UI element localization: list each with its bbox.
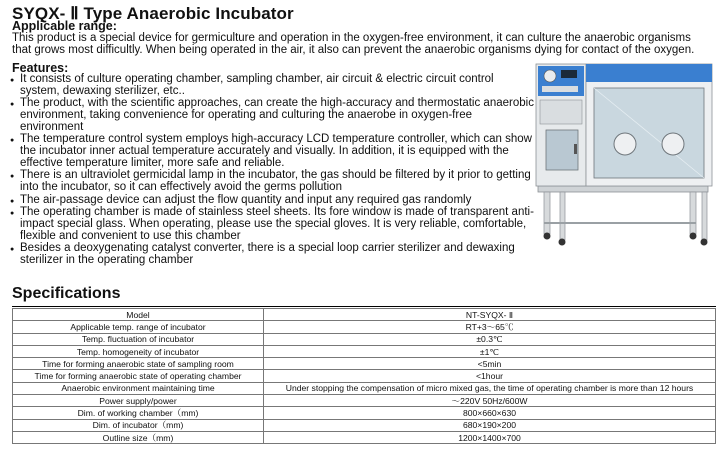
feature-item: ● The air-passage device can adjust the flow quantity and input any required gas randomly xyxy=(10,195,534,207)
spec-value: ±0.3℃ xyxy=(264,333,716,345)
table-row xyxy=(13,419,716,431)
feature-item: ● It consists of culture operating chamber, sampling chamber, air circuit & electric circuit control system, dewaxing sterilizer, etc.. xyxy=(10,74,534,97)
spec-parameter: Temp. homogeneity of incubator xyxy=(13,345,264,357)
spec-value: 1200×1400×700 xyxy=(264,431,716,443)
table-row xyxy=(13,431,716,443)
table-row xyxy=(13,370,716,382)
spec-parameter: Dim. of working chamber（mm) xyxy=(13,407,264,419)
applicable-text: This product is a special device for germiculture and operation in the oxygen-free environment, it can culture the anaerobic organisms that grows most difficultly. When being operated in the air, it also can prevent the anaerobic organisms dying for contact of the oxygen. xyxy=(12,32,695,56)
applicable-heading: Applicable range: xyxy=(12,19,117,33)
spec-parameter: Model xyxy=(13,309,264,321)
table-row xyxy=(13,333,716,345)
table-row xyxy=(13,345,716,357)
spec-parameter: Power supply/power xyxy=(13,395,264,407)
spec-parameter: Outline size（mm) xyxy=(13,431,264,443)
spec-value: NT-SYQX- Ⅱ xyxy=(264,309,716,321)
feature-item: ● There is an ultraviolet germicidal lamp in the incubator, the gas should be filtered by it prior to getting into the incubator, so it can effectively avoid the germs pollution xyxy=(10,170,534,193)
features-heading: Features: xyxy=(12,61,69,75)
feature-item: ● The operating chamber is made of stainless steel sheets. Its fore window is made of transparent anti-impact special glass. When operating, please use the special gloves. It is very reliable, comfortable, flexible and convenient to use this chamber xyxy=(10,207,534,242)
spec-parameter: Dim. of incubator（mm) xyxy=(13,419,264,431)
spec-value: ～220V 50Hz/600W xyxy=(264,395,716,407)
table-row xyxy=(13,395,716,407)
spec-parameter: Temp. fluctuation of incubator xyxy=(13,333,264,345)
spec-value: ±1℃ xyxy=(264,345,716,357)
spec-parameter: Applicable temp. range of incubator xyxy=(13,321,264,333)
spec-value: 680×190×200 xyxy=(264,419,716,431)
spec-parameter: Time for forming anaerobic state of operating chamber xyxy=(13,370,264,382)
spec-value: 800×660×630 xyxy=(264,407,716,419)
table-row xyxy=(13,358,716,370)
spec-value: RT+3～65℃ xyxy=(264,321,716,333)
table-row xyxy=(13,309,716,321)
feature-item: ● The product, with the scientific approaches, can create the high-accuracy and thermostatic anaerobic environment, taking convenience for operating and culturing the anaerobe in oxygen-free environment xyxy=(10,98,534,133)
spec-parameter: Time for forming anaerobic state of sampling room xyxy=(13,358,264,370)
feature-item: ● The temperature control system employs high-accuracy LCD temperature controller, which can show the incubator inner actual temperature accurately and visually. In addition, it is equipped with the effective temperature limiter, more safe and reliable. xyxy=(10,134,534,169)
incubator-product-image xyxy=(530,58,716,248)
table-row xyxy=(13,407,716,419)
table-row xyxy=(13,321,716,333)
spec-value: <5min xyxy=(264,358,716,370)
page-title: SYQX- Ⅱ Type Anaerobic Incubator xyxy=(12,4,294,23)
spec-value: <1hour xyxy=(264,370,716,382)
specifications-table xyxy=(12,308,716,444)
specifications-heading: Specifications xyxy=(12,285,121,302)
incubator-illustration xyxy=(530,58,716,248)
spec-value: Under stopping the compensation of micro mixed gas, the time of operating chamber is more than 12 hours xyxy=(264,382,716,394)
features-list xyxy=(10,74,534,268)
feature-item: ● Besides a deoxygenating catalyst converter, there is a special loop carrier sterilizer and dewaxing sterilizer in the operating chamber xyxy=(10,243,534,266)
specifications-divider xyxy=(12,306,716,307)
spec-parameter: Anaerobic environment maintaining time xyxy=(13,382,264,394)
table-row xyxy=(13,382,716,394)
